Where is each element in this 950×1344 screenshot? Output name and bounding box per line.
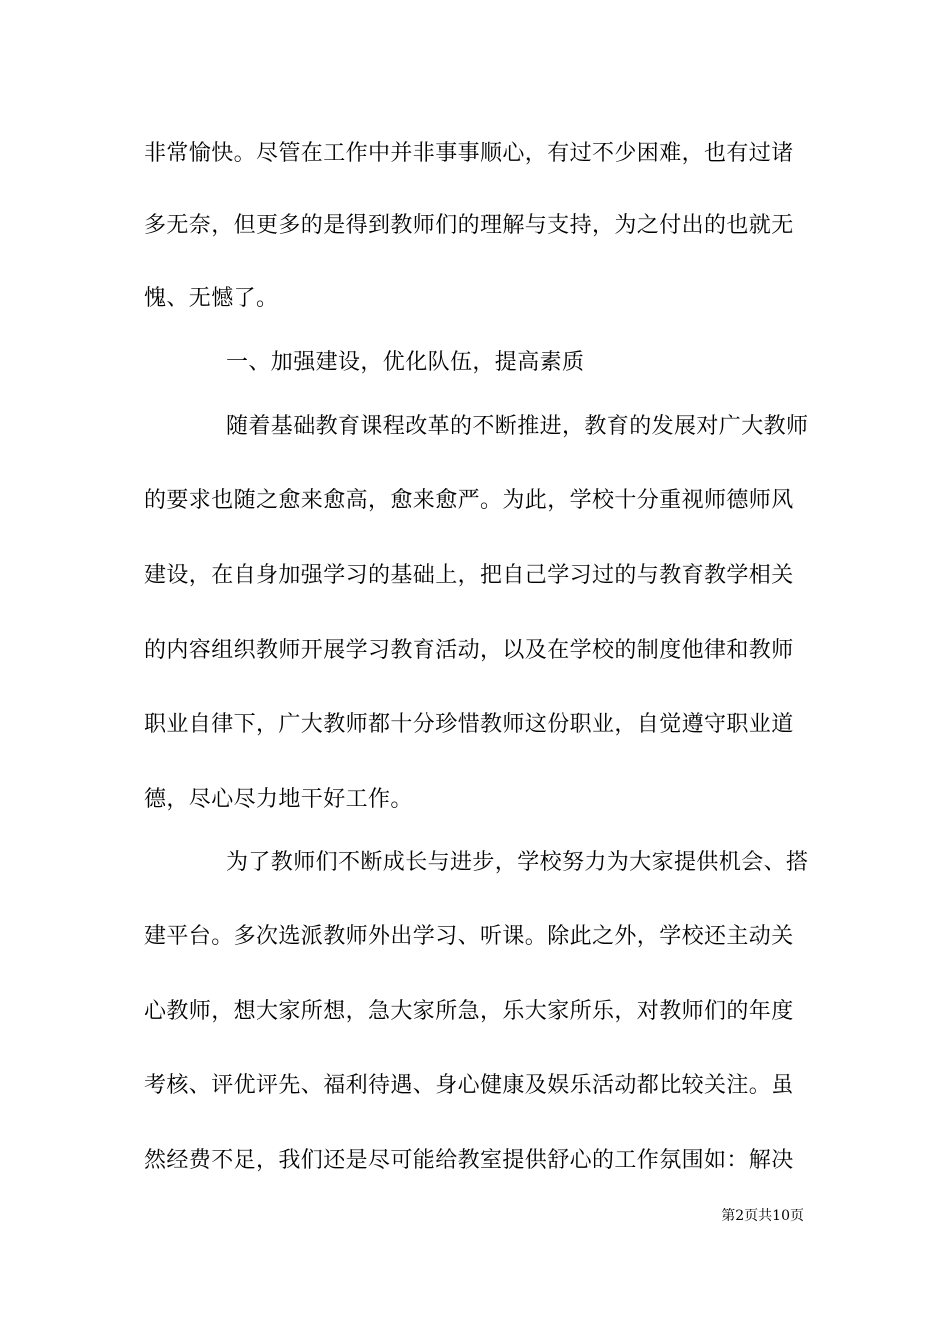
text-line: 建平台。多次选派教师外出学习、听课。除此之外，学校还主动关 xyxy=(144,924,794,949)
text-line: 随着基础教育课程改革的不断推进，教育的发展对广大教师 xyxy=(226,414,809,439)
text-line: 德，尽心尽力地干好工作。 xyxy=(144,787,413,812)
text-line: 愧、无憾了。 xyxy=(144,286,279,311)
text-line: 为了教师们不断成长与进步，学校努力为大家提供机会、搭 xyxy=(226,850,809,875)
text-line: 然经费不足，我们还是尽可能给教室提供舒心的工作氛围如：解决 xyxy=(144,1148,794,1173)
text-line: 多无奈，但更多的是得到教师们的理解与支持，为之付出的也就无 xyxy=(144,213,794,238)
text-line: 的内容组织教师开展学习教育活动，以及在学校的制度他律和教师 xyxy=(144,638,794,663)
text-line: 心教师，想大家所想，急大家所急，乐大家所乐，对教师们的年度 xyxy=(144,999,794,1024)
section-heading: 一、加强建设，优化队伍，提高素质 xyxy=(226,350,585,375)
text-line: 考核、评优评先、福利待遇、身心健康及娱乐活动都比较关注。虽 xyxy=(144,1073,794,1098)
text-line: 非常愉快。尽管在工作中并非事事顺心，有过不少困难，也有过诸 xyxy=(144,141,794,166)
text-line: 职业自律下，广大教师都十分珍惜教师这份职业，自觉遵守职业道 xyxy=(144,712,794,737)
text-line: 的要求也随之愈来愈高，愈来愈严。为此，学校十分重视师德师风 xyxy=(144,488,794,513)
text-line: 建设，在自身加强学习的基础上，把自己学习过的与教育教学相关 xyxy=(144,563,794,588)
page-number: 第2页共10页 xyxy=(721,1208,804,1224)
